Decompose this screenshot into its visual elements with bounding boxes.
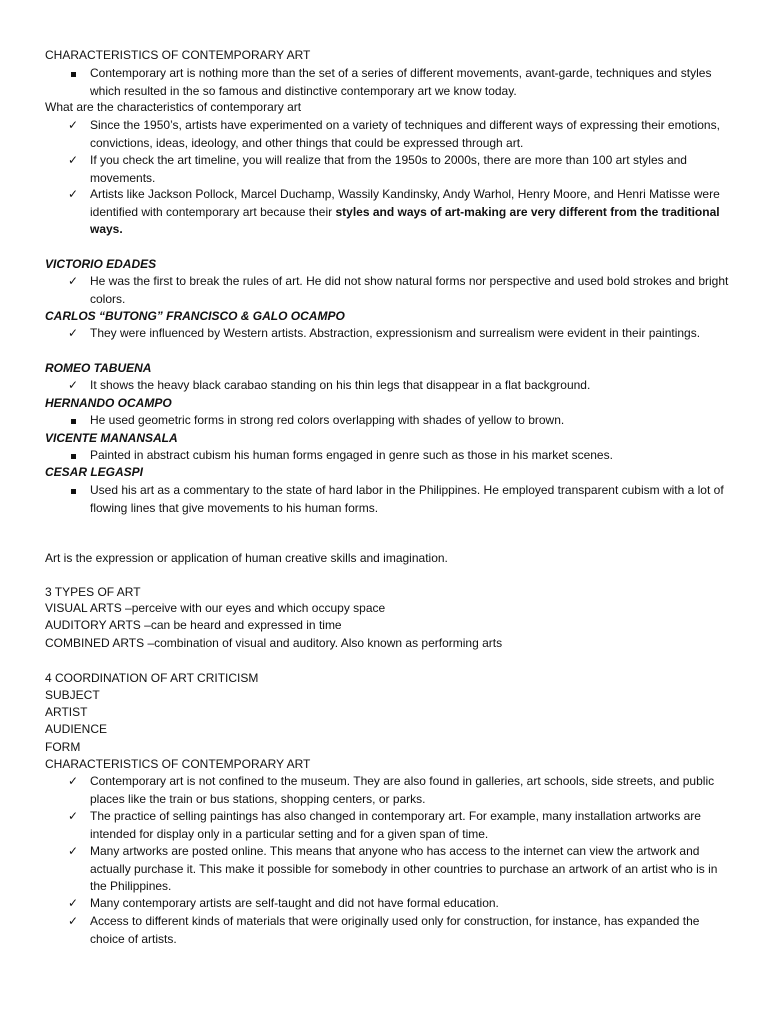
list-item: Access to different kinds of materials that were originally used only for construction, for instance, has expanded the choice of artists. [90,914,700,946]
list-item: If you check the art timeline, you will realize that from the 1950s to 2000s, there are more than 100 art styles and movements. [90,153,687,185]
list-item: Since the 1950’s, artists have experimented on a variety of techniques and different ways of expressing their emotions, convictions, ideas, ideology, and other things that could be expressed through art. [90,118,720,150]
artist-description: They were influenced by Western artists. Abstraction, expressionism and surrealism were evident in their paintings. [90,326,701,340]
check-mark-icon: ✓ [67,274,79,288]
types-heading: 3 TYPES OF ART [45,585,141,599]
check-mark-icon: ✓ [67,844,79,858]
list-item [90,186,730,239]
art-definition: Art is the expression or application of human creative skills and imagination. [45,551,448,565]
artist-name: VICENTE MANANSALA [45,431,178,445]
artist-description: Used his art as a commentary to the state of hard labor in the Philippines. He employed transparent cubism with a lot of flowing lines that give movements to his human forms. [90,483,724,515]
check-mark-icon: ✓ [67,118,79,132]
check-mark-icon: ✓ [67,326,79,340]
artist-description: He was the first to break the rules of art. He did not show natural forms nor perspective and used bold strokes and bright colors. [90,274,729,306]
check-mark-icon: ✓ [67,153,79,167]
artist-name: ROMEO TABUENA [45,361,152,375]
artist-name: CARLOS “BUTONG” FRANCISCO & GALO OCAMPO [45,309,345,323]
list-item: Contemporary art is nothing more than the set of a series of different movements, avant-garde, techniques and styles which resulted in the so famous and distinctive contemporary art we know today. [90,66,712,98]
check-mark-icon: ✓ [67,914,79,928]
section-heading: CHARACTERISTICS OF CONTEMPORARY ART [45,48,311,62]
list-item: Many contemporary artists are self-taught and did not have formal education. [90,896,499,910]
check-mark-icon: ✓ [67,378,79,392]
list-item: The practice of selling paintings has also changed in contemporary art. For example, many installation artworks are intended for display only in a particular setting and for a given span of time. [90,809,701,841]
square-bullet-icon [66,482,80,500]
coordination-heading: 4 COORDINATION OF ART CRITICISM [45,671,259,685]
question-line: What are the characteristics of contemporary art [45,100,302,114]
artist-description: He used geometric forms in strong red colors overlapping with shades of yellow to brown. [90,413,565,427]
artist-name: HERNANDO OCAMPO [45,396,172,410]
square-bullet-icon [66,447,80,465]
coordination-item: FORM [45,740,81,754]
coordination-item: SUBJECT [45,688,100,702]
square-bullet-icon [66,65,80,83]
coordination-item: ARTIST [45,705,88,719]
artist-name: VICTORIO EDADES [45,257,157,271]
list-item-text: Artists like Jackson Pollock, Marcel Duchamp, Wassily Kandinsky, Andy Warhol, Henry Moore, and Henri Matisse were identified with contemporary art because their [90,187,720,219]
list-item-bold-text: styles and ways of art-making are very different from the traditional ways. [90,204,720,236]
list-item: Contemporary art is not confined to the museum. They are also found in galleries, art schools, side streets, and public places like the train or bus stations, shopping centers, or parks. [90,774,715,806]
coordination-item: AUDIENCE [45,722,108,736]
type-auditory-arts: AUDITORY ARTS –can be heard and expressed in time [45,618,342,632]
check-mark-icon: ✓ [67,774,79,788]
artist-name: CESAR LEGASPI [45,465,144,479]
section-heading: CHARACTERISTICS OF CONTEMPORARY ART [45,757,311,771]
type-visual-arts: VISUAL ARTS –perceive with our eyes and which occupy space [45,601,386,615]
type-combined-arts: COMBINED ARTS –combination of visual and auditory. Also known as performing arts [45,636,503,650]
square-bullet-icon [66,412,80,430]
check-mark-icon: ✓ [67,187,79,201]
check-mark-icon: ✓ [67,809,79,823]
list-item: Many artworks are posted online. This means that anyone who has access to the internet can view the artwork and actually purchase it. This make it possible for somebody in other countries to purchase an artwork of an artist who is in the Philippines. [90,844,718,893]
check-mark-icon: ✓ [67,896,79,910]
artist-description: Painted in abstract cubism his human forms engaged in genre such as those in his market scenes. [90,448,613,462]
artist-description: It shows the heavy black carabao standing on his thin legs that disappear in a flat background. [90,378,591,392]
